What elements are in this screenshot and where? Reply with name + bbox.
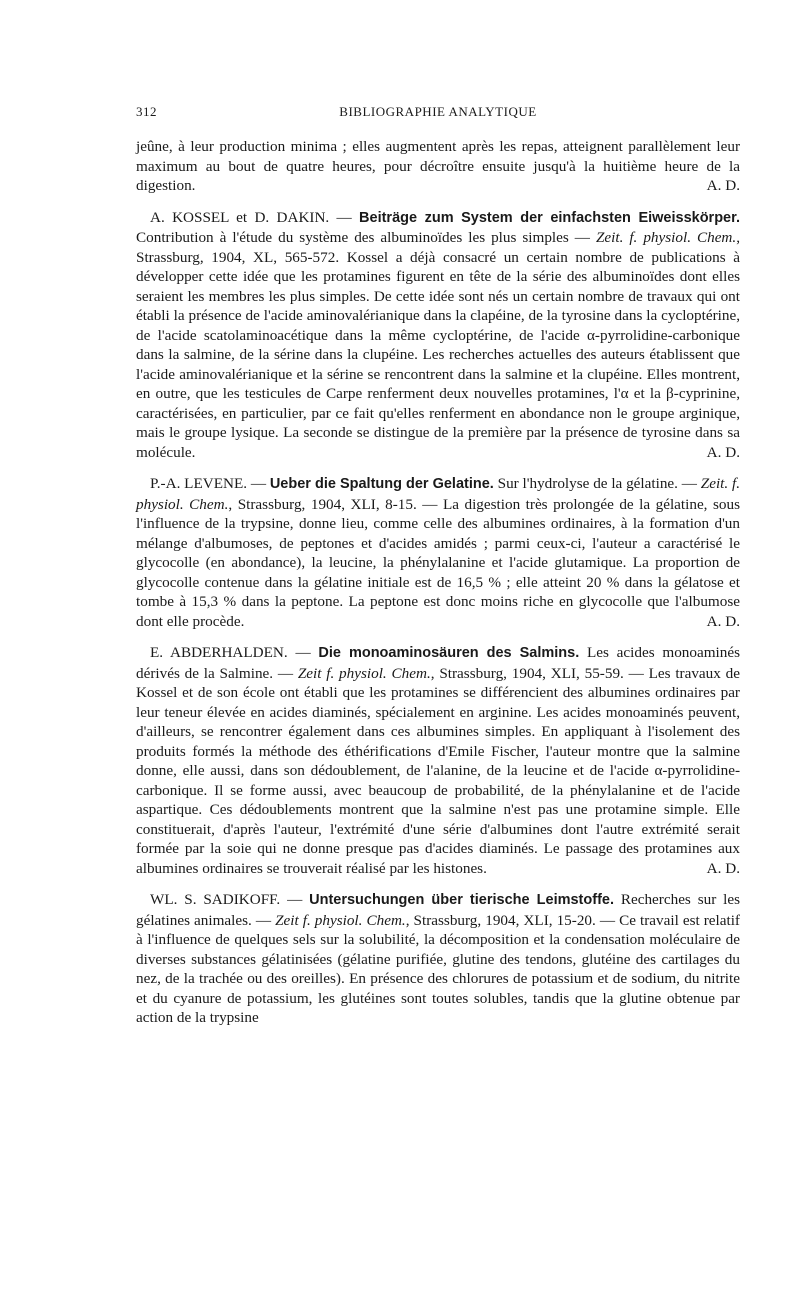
entry-intro: Les acides monoaminés dérivés de la Salmine. — — [136, 644, 740, 682]
signature: A. D. — [706, 177, 740, 194]
page-body — [136, 137, 740, 1028]
entry-body: Kossel a déjà consacré un certain nombre de publications à développer cette idée que les protamines figurent en tête de la série des albuminoïdes dont elles seraient les membres les plus simples. De cette idée sont nés un certain nombre de travaux qui ont établi la présence de l'acide aminovalérianique dans la clapéine, de la tyrosine dans la cycloptérine, de l'acide scatolaminoacétique dans la même cycloptérine, de l'acide α-pyrrolidine-carbonique dans la salmine, de la sérine dans la clupéine. Les recherches actuelles des auteurs établissent que l'acide aminovalérianique et la sérine se rencontrent dans la salmine et la clupéine. Elles montrent, en outre, que les testicules de Carpe renferment deux nouvelles protamines, l'α et la β-cyprinine, caractérisées, en particulier, par ce fait qu'elles renferment en abondance non le groupe arginique, mais le groupe lysique. La seconde se distingue de la première par la présence de tyrosine dans sa molécule. — [136, 248, 740, 461]
bibliography-entry — [136, 643, 740, 878]
entry-body: — Ce travail est relatif à l'influence de quelques sels sur la solubilité, la décomposition et la condensation moléculaire de diverses substances gélatinisées (gélatine purifiée, glutine des tendons, glutéine des cartilages du nez, de la trachée ou des oreilles). En présence des chlorures de potassium et de sodium, du nitrite et du cyanure de potassium, les glutéines sont toutes solubles, tandis que la glutine obtenue par action de la trypsine — [136, 911, 740, 1026]
entry-journal: Zeit f. physiol. Chem. — [275, 911, 406, 929]
entry-intro: Recherches sur les gélatines animales. — — [136, 891, 740, 929]
entry-journal: Zeit. f. physiol. Chem. — [136, 475, 740, 513]
entry-authors: P.-A. LEVENE. — [150, 475, 248, 492]
bibliography-entry — [136, 474, 740, 631]
bibliography-entry — [136, 208, 740, 463]
entry-authors: E. ABDERHALDEN. — [150, 644, 288, 661]
entry-intro: Sur l'hydrolyse de la gélatine. — — [493, 475, 701, 492]
running-title: BIBLIOGRAPHIE ANALYTIQUE — [339, 104, 537, 119]
entry-title: Beiträge zum System der einfachsten Eiweisskörper. — [359, 209, 740, 226]
continuation-text: jeûne, à leur production minima ; elles augmentent après les repas, atteignent parallèlement leur maximum au bout de quatre heures, pour décroître ensuite jusqu'à la huitième heure de la digestion. — [136, 138, 740, 194]
entry-intro: Contribution à l'étude du système des albuminoïdes les plus simples — — [136, 229, 596, 246]
signature: A. D. — [706, 612, 740, 630]
entry-citation: , Strassburg, 1904, XL, 565-572. — [136, 229, 740, 266]
signature: A. D. — [706, 859, 740, 877]
entry-title: Die monoaminosäuren des Salmins. — [318, 645, 580, 661]
entry-dash: — — [280, 891, 310, 908]
entry-title: Ueber die Spaltung der Gelatine. — [269, 476, 494, 492]
page-number: 312 — [136, 104, 157, 119]
entry-journal: Zeit. f. physiol. Chem. — [595, 229, 737, 246]
entry-citation: , Strassburg, 1904, XLI, 55-59. — [430, 664, 624, 682]
running-header — [136, 104, 740, 124]
continuation-paragraph — [136, 137, 740, 196]
entry-dash: — — [329, 208, 360, 226]
entry-dash: — — [287, 644, 319, 661]
bibliography-entry — [136, 890, 740, 1028]
entry-body: — Les travaux de Kossel et de son école ont établi que les protamines se différencient des albumines ordinaires par leur teneur élevée en acides diaminés, spécialement en arginine. Les acides monoaminés peuvent, d'ailleurs, se rencontrer également dans ces albumines simples. En appliquant à l'isolement des produits formés la méthode des éthérifications d'Emile Fischer, l'auteur montre que la salmine donne, elle aussi, dans son dédoublement, de l'alanine, de la leucine et de l'acide α-pyrrolidine-carbonique. Il se forme aussi, avec beaucoup de probabilité, de la phénylalanine et de l'acide aspartique. Ces dédoublements montrent que la salmine n'est pas une protamine simple. Elle constituerait, d'après l'auteur, l'extrémité d'une série d'albumines dont l'autre extrémité serait formée par la soie qui ne donne presque pas d'acides diaminés. Le passage des protamines aux albumines ordinaires se trouverait réalisé par les histones. — [136, 664, 740, 877]
entry-journal: Zeit f. physiol. Chem. — [297, 664, 431, 682]
entry-dash: — — [247, 475, 270, 492]
entry-citation: , Strassburg, 1904, XLI, 8-15. — [228, 495, 417, 513]
entry-citation: , Strassburg, 1904, XLI, 15-20. — [405, 911, 596, 929]
entry-body: — La digestion très prolongée de la gélatine, sous l'influence de la trypsine, donne lieu, comme celle des albumines ordinaires, à la formation d'un mélange d'albumoses, de peptones et d'acides amidés ; parmi ceux-ci, l'auteur a caractérisé le glycocolle (en abondance), la leucine, la phénylalanine et l'acide glutamique. La proportion de glycocolle contenue dans la gélatine initiale est de 16,5 % ; elle atteint 20 % dans la gélatose et tombe à 15,3 % dans la peptone. La peptone est donc moins riche en glycocolle que l'albumose dont elle procède. — [136, 495, 740, 630]
entry-title: Untersuchungen über tierische Leimstoffe. — [309, 892, 614, 908]
entry-authors: A. KOSSEL et D. DAKIN. — [150, 208, 330, 226]
signature: A. D. — [706, 443, 740, 461]
entry-authors: WL. S. SADIKOFF. — [150, 891, 281, 908]
